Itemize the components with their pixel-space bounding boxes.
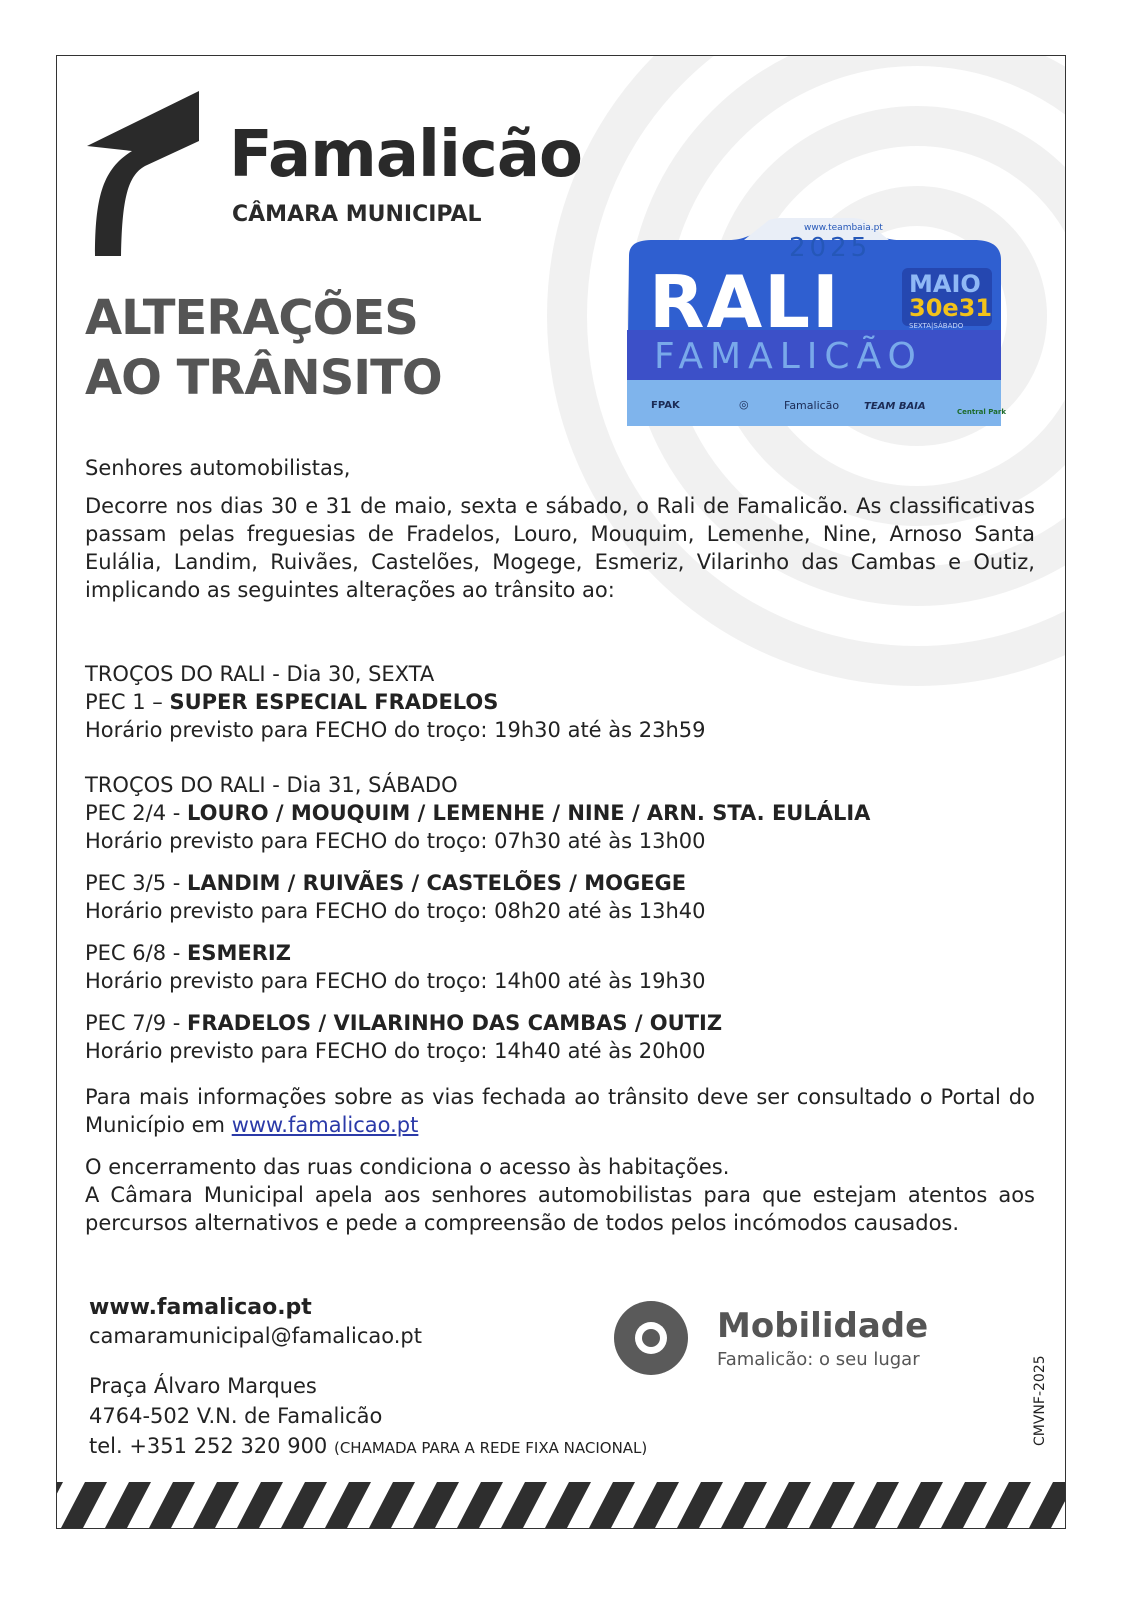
rally-title: RALI [649, 260, 841, 344]
info-link[interactable]: www.famalicao.pt [231, 1113, 419, 1137]
mobility-icon [613, 1300, 689, 1376]
rally-day-names: SEXTA|SÁBADO [909, 322, 964, 330]
sponsor-toyota-icon: ◎ [739, 398, 749, 411]
contact-address-line-2: 4764-502 V.N. de Famalicão [89, 1404, 383, 1428]
mobility-tagline: Famalicão: o seu lugar [717, 1349, 920, 1370]
brand-name: Famalicão [229, 118, 582, 192]
flyer-frame [56, 55, 1066, 1529]
pec1-line [85, 688, 498, 716]
pec35-name: LANDIM / RUIVÃES / CASTELÕES / MOGEGE [187, 871, 687, 895]
closing-paragraph: A Câmara Municipal apela aos senhores automobilistas para que estejam atentos aos percursos alternativos e pede a compreensão de todos pelos incómodos causados. [85, 1183, 1035, 1235]
intro-paragraph: Decorre nos dias 30 e 31 de maio, sexta e sábado, o Rali de Famalicão. As classificativas passam pelas freguesias de Fradelos, Louro, Mouquim, Lemenhe, Nine, Arnoso Santa Eulália, Landim, Ruivães, Castelões, Mogege, Esmeriz, Vilarinho das Cambas e Outiz, implicando as seguintes alterações ao trânsito ao: [85, 494, 1035, 602]
page-title [85, 288, 442, 408]
rally-url: www.teambaia.pt [804, 223, 883, 233]
pec1-name: SUPER ESPECIAL FRADELOS [169, 690, 499, 714]
contact-website[interactable]: www.famalicao.pt [89, 1295, 312, 1320]
pec79-name: FRADELOS / VILARINHO DAS CAMBAS / OUTIZ [187, 1011, 723, 1035]
day31-header: TROÇOS DO RALI - Dia 31, SÁBADO [85, 773, 458, 797]
pec1-label: PEC 1 – [85, 690, 170, 714]
famalicao-logo-icon [87, 91, 227, 256]
contact-email[interactable]: camaramunicipal@famalicao.pt [89, 1324, 422, 1348]
mobility-title: Mobilidade [717, 1306, 929, 1346]
pec35-label: PEC 3/5 - [85, 871, 187, 895]
sponsor-famalicao: Famalicão [784, 399, 840, 412]
info-text: Para mais informações sobre as vias fechada ao trânsito deve ser consultado o Portal do Município em [85, 1085, 1035, 1137]
document-code: CMVNF-2025 [1032, 1355, 1048, 1446]
pec24-hours: Horário previsto para FECHO do troço: 07h30 até às 13h00 [85, 829, 706, 853]
rally-days: 30e31 [909, 294, 993, 322]
pec68-name: ESMERIZ [187, 941, 291, 965]
brand-subtitle: CÂMARA MUNICIPAL [232, 202, 482, 227]
rally-city: FAMALICÃO [654, 336, 923, 377]
pec68-line [85, 939, 291, 967]
pec68-hours: Horário previsto para FECHO do troço: 14h00 até às 19h30 [85, 969, 706, 993]
pec1-hours: Horário previsto para FECHO do troço: 19h30 até às 23h59 [85, 718, 706, 742]
pec79-label: PEC 7/9 - [85, 1011, 187, 1035]
pec35-line [85, 869, 686, 897]
rally-year: 2025 [789, 233, 872, 263]
pec35-hours: Horário previsto para FECHO do troço: 08h20 até às 13h40 [85, 899, 706, 923]
contact-phone: tel. +351 252 320 900 [89, 1434, 328, 1458]
contact-address-line-1: Praça Álvaro Marques [89, 1374, 317, 1398]
pec24-label: PEC 2/4 - [85, 801, 187, 825]
pec68-label: PEC 6/8 - [85, 941, 187, 965]
sponsor-central-park: Central Park [957, 408, 1006, 416]
pec79-hours: Horário previsto para FECHO do troço: 14h40 até às 20h00 [85, 1039, 706, 1063]
rally-badge [619, 218, 1009, 428]
rally-month: MAIO [909, 270, 981, 298]
pec24-line [85, 799, 870, 827]
hazard-stripe-band [57, 1482, 1066, 1528]
sponsor-team-baia: TEAM BAIA [864, 401, 926, 412]
title-line-1: ALTERAÇÕES [85, 290, 418, 346]
info-paragraph [85, 1083, 1035, 1139]
pec79-line [85, 1009, 722, 1037]
title-line-2: AO TRÂNSITO [85, 350, 442, 406]
day30-header: TROÇOS DO RALI - Dia 30, SEXTA [85, 662, 435, 686]
contact-phone-line [89, 1432, 647, 1463]
sponsor-fpak: FPAK [651, 400, 680, 411]
pec24-name: LOURO / MOUQUIM / LEMENHE / NINE / ARN. STA. EULÁLIA [187, 801, 871, 825]
closing-line: O encerramento das ruas condiciona o acesso às habitações. [85, 1155, 730, 1179]
greeting: Senhores automobilistas, [85, 456, 351, 480]
contact-phone-note: (CHAMADA PARA A REDE FIXA NACIONAL) [333, 1439, 648, 1457]
